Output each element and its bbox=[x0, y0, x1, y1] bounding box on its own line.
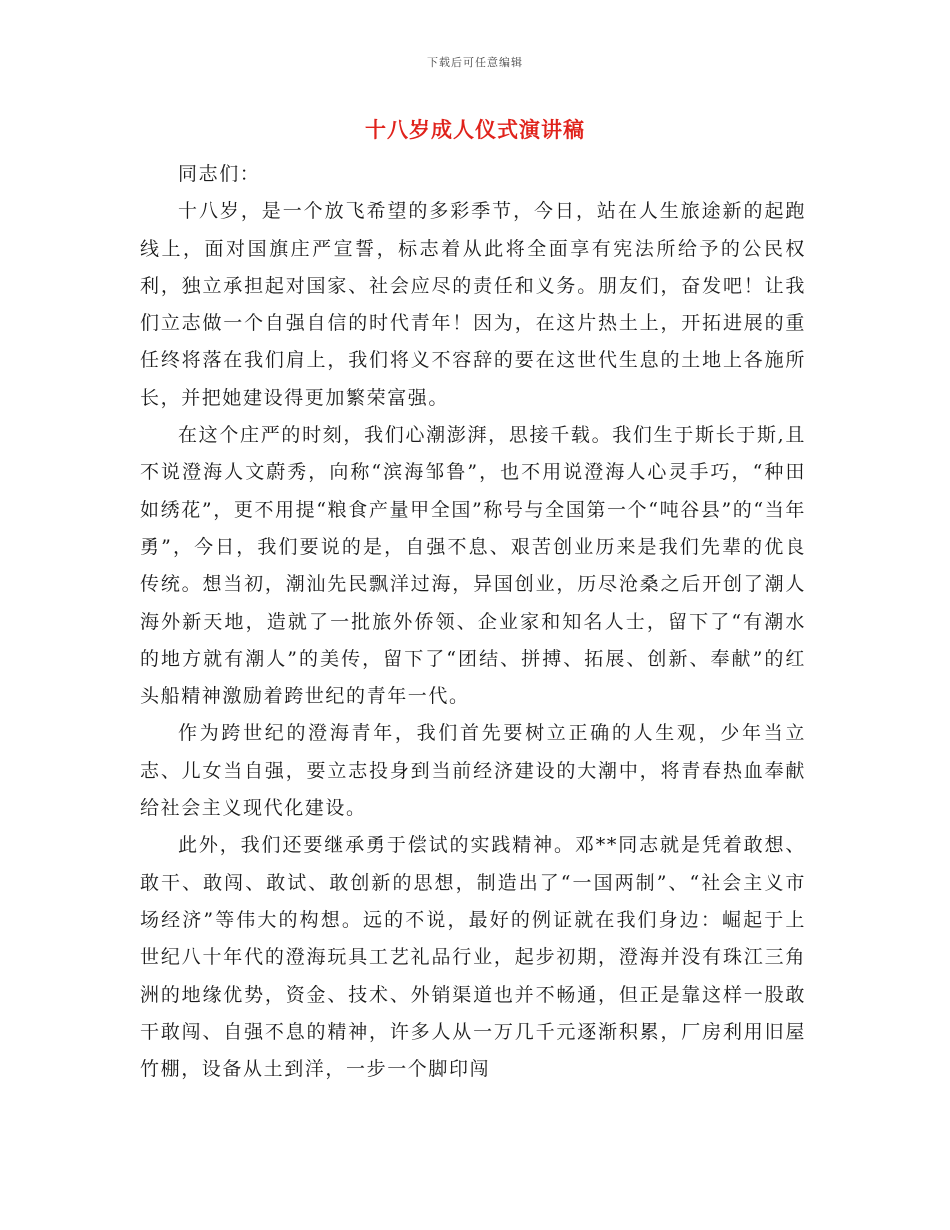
paragraph-3: 作为跨世纪的澄海青年，我们首先要树立正确的人生观，少年当立志、儿女当自强，要立志投身到当前经济建设的大潮中，将青春热血奉献给社会主义现代化建设。 bbox=[140, 722, 806, 820]
paragraph-2: 在这个庄严的时刻，我们心潮澎湃，思接千载。我们生于斯长于斯,且不说澄海人文蔚秀，向称“滨海邹鲁”，也不用说澄海人心灵手巧，“种田如绣花”，更不用提“粮食产量甲全国”称号与全国第一个“吨谷县”的“当年勇”，今日，我们要说的是，自强不息、艰苦创业历来是我们先辈的优良传统。想当初，潮汕先民飘洋过海，异国创业，历尽沧桑之后开创了潮人海外新天地，造就了一批旅外侨领、企业家和知名人士，留下了“有潮水的地方就有潮人”的美传，留下了“团结、拼搏、拓展、创新、奉献”的红头船精神激励着跨世纪的青年一代。 bbox=[140, 424, 806, 708]
paragraph-1: 十八岁，是一个放飞希望的多彩季节，今日，站在人生旅途新的起跑线上，面对国旗庄严宣誓，标志着从此将全面享有宪法所给予的公民权利，独立承担起对国家、社会应尽的责任和义务。朋友们，奋发吧！让我们立志做一个自强自信的时代青年！因为，在这片热土上，开拓进展的重任终将落在我们肩上，我们将义不容辞的要在这世代生息的土地上各施所长，并把她建设得更加繁荣富强。 bbox=[140, 200, 806, 409]
paragraph-4: 此外，我们还要继承勇于偿试的实践精神。邓**同志就是凭着敢想、敢干、敢闯、敢试、敢创新的思想，制造出了“一国两制”、“社会主义市场经济”等伟大的构想。远的不说，最好的例证就在我们身边：崛起于上世纪八十年代的澄海玩具工艺礼品行业，起步初期，澄海并没有珠江三角洲的地缘优势，资金、技术、外销渠道也并不畅通，但正是靠这样一股敢干敢闯、自强不息的精神，许多人从一万几千元逐渐积累，厂房利用旧屋竹棚，设备从土到洋，一步一个脚印闯 bbox=[140, 834, 806, 1081]
header-note: 下载后可任意编辑 bbox=[427, 56, 523, 69]
salutation: 同志们： bbox=[178, 163, 261, 185]
document-title: 十八岁成人仪式演讲稿 bbox=[365, 118, 585, 142]
document-body bbox=[140, 156, 806, 1088]
